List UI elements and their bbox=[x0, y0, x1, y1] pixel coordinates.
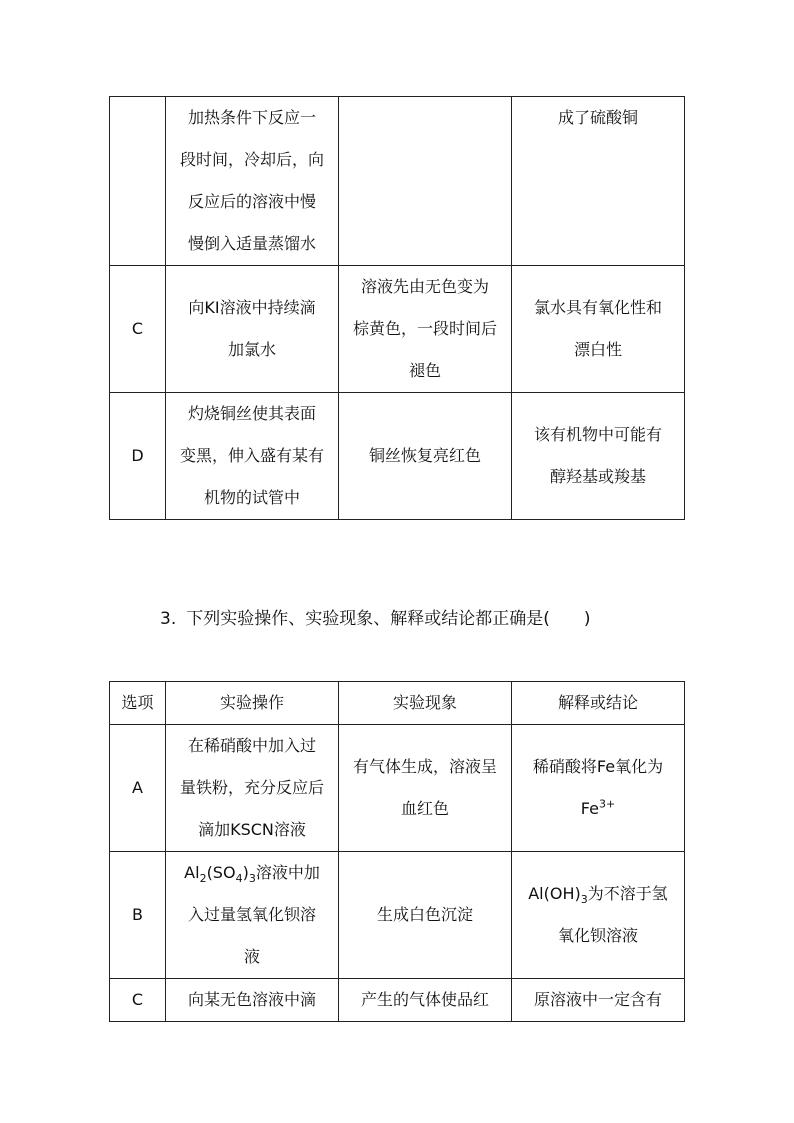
cell-text-line: 溶液先由无色变为 bbox=[360, 277, 489, 296]
phenomenon-cell bbox=[339, 97, 512, 266]
formula-text: ) bbox=[242, 863, 249, 882]
table-row bbox=[110, 852, 685, 979]
cell-text-line bbox=[170, 852, 334, 894]
conclusion-cell bbox=[512, 393, 685, 520]
table-row bbox=[110, 979, 685, 1022]
cell-text-line: 成了硫酸铜 bbox=[557, 108, 638, 127]
cell-text-line: 入过量氢氧化钡溶 bbox=[187, 905, 316, 924]
cell-text-line: 褪色 bbox=[408, 361, 441, 380]
cell-text-line: 棕黄色，一段时间后 bbox=[352, 319, 497, 338]
header-option: 选项 bbox=[110, 682, 166, 725]
table-row bbox=[110, 725, 685, 852]
operation-cell bbox=[166, 97, 339, 266]
conclusion-cell bbox=[512, 97, 685, 266]
cell-text-line: 氧化钡溶液 bbox=[557, 926, 638, 945]
option-cell bbox=[110, 97, 166, 266]
question-number: 3. bbox=[160, 609, 177, 629]
operation-cell: 向某无色溶液中滴 bbox=[166, 979, 339, 1022]
cell-text-line: 加氯水 bbox=[227, 340, 276, 359]
cell-text-line: 加热条件下反应一 bbox=[187, 108, 316, 127]
conclusion-cell bbox=[512, 725, 685, 852]
operation-cell bbox=[166, 266, 339, 393]
cell-text-line bbox=[516, 873, 680, 915]
question-text: 下列实验操作、实验现象、解释或结论都正确是( ) bbox=[186, 609, 591, 629]
cell-text-line: 稀硝酸将Fe氧化为 bbox=[532, 757, 664, 776]
phenomenon-cell: 产生的气体使品红 bbox=[339, 979, 512, 1022]
option-cell: B bbox=[110, 852, 166, 979]
cell-text-line: 灼烧铜丝使其表面 bbox=[187, 404, 316, 423]
formula-text: 为不溶于氢 bbox=[587, 884, 668, 903]
cell-text-line: 有气体生成，溶液呈 bbox=[352, 757, 497, 776]
formula-text: Al(OH) bbox=[528, 884, 581, 903]
cell-text-line: 机物的试管中 bbox=[203, 488, 300, 507]
cell-text-line bbox=[516, 788, 680, 830]
cell-text-line: 血红色 bbox=[400, 799, 449, 818]
option-cell: C bbox=[110, 266, 166, 393]
option-cell: C bbox=[110, 979, 166, 1022]
phenomenon-cell bbox=[339, 393, 512, 520]
table-row bbox=[110, 97, 685, 266]
charge-superscript: 3+ bbox=[598, 797, 616, 811]
operation-cell bbox=[166, 852, 339, 979]
cell-text-line: 氯水具有氧化性和 bbox=[533, 298, 662, 317]
question-3-table bbox=[109, 681, 685, 1022]
conclusion-cell bbox=[512, 852, 685, 979]
cell-text-line: 向KI溶液中持续滴 bbox=[188, 298, 316, 317]
continued-table bbox=[109, 96, 685, 520]
cell-text-line: 铜丝恢复亮红色 bbox=[368, 446, 481, 465]
question-3 bbox=[160, 606, 591, 632]
conclusion-cell bbox=[512, 266, 685, 393]
formula-subscript: 3 bbox=[580, 893, 588, 907]
operation-cell bbox=[166, 393, 339, 520]
formula-subscript: 3 bbox=[248, 872, 256, 886]
option-cell: D bbox=[110, 393, 166, 520]
cell-text-line: 在稀硝酸中加入过 bbox=[187, 736, 316, 755]
conclusion-cell: 原溶液中一定含有 bbox=[512, 979, 685, 1022]
cell-text-line: 反应后的溶液中慢 bbox=[187, 192, 316, 211]
formula-subscript: 2 bbox=[199, 872, 207, 886]
phenomenon-cell bbox=[339, 266, 512, 393]
cell-text-line: 段时间，冷却后，向 bbox=[179, 150, 324, 169]
cell-text-line: 滴加KSCN溶液 bbox=[198, 820, 306, 839]
formula-text: Al bbox=[184, 863, 200, 882]
formula-text: Fe bbox=[580, 799, 599, 818]
operation-cell bbox=[166, 725, 339, 852]
formula-text: 溶液中加 bbox=[255, 863, 320, 882]
cell-text-line: 漂白性 bbox=[573, 340, 622, 359]
table-row bbox=[110, 393, 685, 520]
formula-subscript: 4 bbox=[235, 872, 243, 886]
cell-text-line: 量铁粉，充分反应后 bbox=[179, 778, 324, 797]
formula-text: (SO bbox=[206, 863, 236, 882]
table-header-row bbox=[110, 682, 685, 725]
cell-text-line: 该有机物中可能有 bbox=[533, 425, 662, 444]
table-row bbox=[110, 266, 685, 393]
cell-text-line: 慢倒入适量蒸馏水 bbox=[187, 234, 316, 253]
header-conclusion: 解释或结论 bbox=[512, 682, 685, 725]
header-phenomenon: 实验现象 bbox=[339, 682, 512, 725]
cell-text-line: 醇羟基或羧基 bbox=[549, 467, 646, 486]
phenomenon-cell: 生成白色沉淀 bbox=[339, 852, 512, 979]
phenomenon-cell bbox=[339, 725, 512, 852]
cell-text-line: 变黑，伸入盛有某有 bbox=[179, 446, 324, 465]
option-cell: A bbox=[110, 725, 166, 852]
cell-text-line: 液 bbox=[243, 947, 260, 966]
header-operation: 实验操作 bbox=[166, 682, 339, 725]
